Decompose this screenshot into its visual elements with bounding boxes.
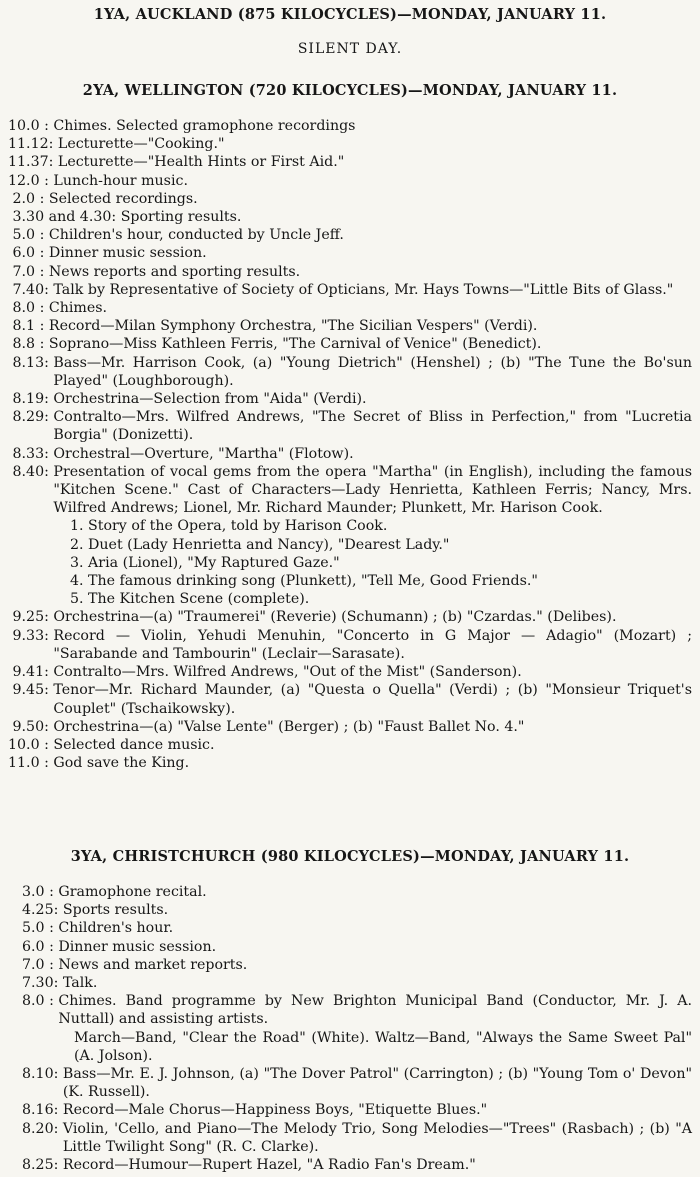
programme-entry [22,974,692,992]
programme-entry [8,627,692,663]
entry-time: 8.13 [8,354,45,371]
christchurch-heading: 3YA, CHRISTCHURCH (980 KILOCYCLES)—MONDAY, JANUARY 11. [70,848,630,865]
entry-separator: : [44,391,54,408]
wellington-heading: 2YA, WELLINGTON (720 KILOCYCLES)—MONDAY, JANUARY 11. [82,82,618,99]
entry-text: God save the King. [53,755,190,772]
entry-text: Orchestrina—(a) "Valse Lente" (Berger) ; (b) "Faust Ballet No. 4." [53,718,525,735]
entry-separator: : [53,1102,63,1119]
entry-time: 8.25 [22,1157,54,1174]
entry-separator: : [35,263,49,280]
martha-item: 3. Aria (Lionel), "My Raptured Gaze." [70,554,340,571]
entry-time: 8.40 [8,463,45,480]
entry-text: News reports and sporting results. [48,263,301,280]
entry-time: 8.0 [22,993,45,1010]
march-waltz-text: March—Band, "Clear the Road" (White). Waltz—Band, "Always the Same Sweet Pal" (A. Jolson). [74,1029,692,1064]
programme-entry [8,263,692,281]
programme-entry [8,445,692,463]
entry-time: 8.10 [22,1066,54,1083]
entry-text: Talk. [62,975,98,992]
entry-time: 10.0 [8,118,40,134]
entry-separator: : [39,755,54,772]
martha-item: 4. The famous drinking song (Plunkett), "Tell Me, Good Friends." [70,573,538,590]
entry-text: Selected recordings. [48,190,198,207]
entry-time: 7.0 [22,956,45,973]
entry-separator: : [44,993,59,1010]
entry-separator: : [48,154,58,171]
entry-separator: : [44,409,54,426]
entry-separator: : [35,300,49,317]
programme-entry [8,117,692,135]
programme-entry [8,608,692,626]
entry-text: Lecturette—"Cooking." [57,136,225,153]
entry-separator: : [35,336,49,353]
programme-entry [22,919,692,937]
entry-time: 9.45 [8,682,45,699]
entry-text: Chimes. [48,300,108,317]
entry-time: 7.40 [8,281,45,298]
entry-text: Dinner music session. [58,938,217,955]
entry-text: Children's hour, conducted by Uncle Jeff. [48,227,344,244]
entry-time: 2.0 [8,190,36,207]
programme-entry [8,718,692,736]
entry-text: Children's hour. [58,920,174,937]
programme-entry [8,153,692,171]
programme-entry [8,663,692,681]
entry-separator: : [39,172,54,189]
entry-text: Lecturette—"Health Hints or First Aid." [57,154,345,171]
entry-separator: : [35,245,49,262]
programme-entry [22,938,692,956]
entry-separator: : [44,463,54,480]
entry-separator: : [111,209,121,226]
entry-time: 8.1 [8,318,36,335]
programme-entry [8,335,692,353]
entry-text: News and market reports. [58,956,248,973]
entry-text: Dinner music session. [48,245,207,262]
entry-text: Chimes. Band programme by New Brighton Municipal Band (Conductor, Mr. J. A. Nuttall) and assisting artists. [58,993,692,1028]
entry-time: 8.20 [22,1120,54,1137]
entry-separator: : [39,118,54,134]
entry-separator: : [35,227,49,244]
entry-text: Contralto—Mrs. Wilfred Andrews, "The Secret of Bliss in Perfection," from "Lucretia Borgia" (Donizetti). [53,409,692,444]
entry-time: 5.0 [22,920,45,937]
programme-entry [22,1101,692,1119]
programme-entry [22,992,692,1028]
entry-separator: : [44,884,59,900]
entry-time: 3.30 and 4.30 [8,209,112,226]
entry-separator: : [53,975,63,992]
christchurch-programme [22,883,692,1174]
entry-text: Sports results. [62,902,169,919]
entry-separator: : [44,938,59,955]
entry-text: Soprano—Miss Kathleen Ferris, "The Carnival of Venice" (Benedict). [48,336,542,353]
entry-text: Violin, 'Cello, and Piano—The Melody Trio, Song Melodies—"Trees" (Rasbach) ; (b) "A Little Twilight Song" (R. C. Clarke). [62,1120,692,1155]
programme-entry [8,354,692,390]
entry-time: 8.19 [8,391,45,408]
programme-entry [22,956,692,974]
entry-separator: : [44,920,59,937]
entry-time: 6.0 [8,245,36,262]
entry-text: Contralto—Mrs. Wilfred Andrews, "Out of the Mist" (Sanderson). [53,664,522,681]
entry-text: Presentation of vocal gems from the opera "Martha" (in English), including the famous "Kitchen Scene." Cast of Characters—Lady Henrietta, Kathleen Ferris; Nancy, Mrs. Wilfred Andrews; Lionel, Mr. Richard Maunder; Plunkett, Mr. Harison Cook. [53,463,692,517]
entry-text: Record—Male Chorus—Happiness Boys, "Etiquette Blues." [62,1102,488,1119]
martha-item: 5. The Kitchen Scene (complete). [70,591,310,608]
entry-text: Record—Humour—Rupert Hazel, "A Radio Fan's Dream." [62,1157,476,1174]
entry-time: 8.33 [8,445,45,462]
entry-text: Record — Violin, Yehudi Menuhin, "Concerto in G Major — Adagio" (Mozart) ; "Sarabande and Tambourin" (Leclair—Sarasate). [53,627,692,662]
programme-entry [8,299,692,317]
entry-time: 8.29 [8,409,45,426]
programme-entry [22,901,692,919]
entry-separator: : [53,1066,63,1083]
entry-time: 8.8 [8,336,36,353]
entry-text: Bass—Mr. Harrison Cook, (a) "Young Dietrich" (Henshel) ; (b) "The Tune the Bo'sun Played" (Loughborough). [53,354,692,389]
programme-entry [8,208,692,226]
entry-time: 6.0 [22,938,45,955]
martha-item: 2. Duet (Lady Henrietta and Nancy), "Dearest Lady." [70,536,450,553]
entry-text: Bass—Mr. E. J. Johnson, (a) "The Dover Patrol" (Carrington) ; (b) "Young Tom o' Devon" (K. Russell). [62,1066,692,1101]
programme-entry [8,408,692,444]
entry-separator: : [39,736,54,753]
programme-entry [22,1156,692,1174]
entry-text: Chimes. Selected gramophone recordings [53,118,356,134]
entry-separator: : [44,682,54,699]
auckland-heading: 1YA, AUCKLAND (875 KILOCYCLES)—MONDAY, JANUARY 11. [93,6,607,23]
entry-text: Orchestral—Overture, "Martha" (Flotow). [53,445,354,462]
entry-separator: : [35,190,49,207]
entry-separator: : [44,281,54,298]
entry-time: 8.16 [22,1102,54,1119]
entry-time: 7.30 [22,975,54,992]
entry-time: 9.50 [8,718,45,735]
entry-time: 4.25 [22,902,54,919]
programme-entry [8,135,692,153]
entry-separator: : [53,902,63,919]
entry-time: 7.0 [8,263,36,280]
entry-text: Orchestrina—(a) "Traumerei" (Reverie) (Schumann) ; (b) "Czardas." (Delibes). [53,609,617,626]
programme-entry [8,190,692,208]
entry-separator: : [44,354,54,371]
entry-time: 11.12 [8,136,49,153]
entry-time: 9.41 [8,664,45,681]
entry-separator: : [44,627,54,644]
programme-entry [8,390,692,408]
entry-text: Orchestrina—Selection from "Aida" (Verdi). [53,391,367,408]
programme-entry [8,226,692,244]
entry-separator: : [44,609,54,626]
entry-text: Selected dance music. [53,736,215,753]
entry-time: 11.37 [8,154,49,171]
silent-day-note: SILENT DAY. [297,41,403,57]
entry-time: 9.25 [8,609,45,626]
entry-separator: : [53,1157,63,1174]
entry-text: Record—Milan Symphony Orchestra, "The Sicilian Vespers" (Verdi). [48,318,538,335]
entry-time: 9.33 [8,627,45,644]
entry-separator: : [44,718,54,735]
entry-separator: : [44,445,54,462]
programme-entry [8,463,692,518]
entry-separator: : [44,956,59,973]
entry-time: 10.0 [8,736,40,753]
programme-entry [8,754,692,772]
programme-entry [8,244,692,262]
entry-text: Lunch-hour music. [53,172,188,189]
entry-text: Talk by Representative of Society of Opticians, Mr. Hays Towns—"Little Bits of Glass." [53,281,674,298]
entry-time: 3.0 [22,884,45,900]
entry-time: 12.0 [8,172,40,189]
entry-text: Sporting results. [120,209,242,226]
martha-item: 1. Story of the Opera, told by Harison Cook. [70,518,388,535]
programme-entry [8,281,692,299]
entry-time: 8.0 [8,300,36,317]
entry-separator: : [44,664,54,681]
programme-entry [8,736,692,754]
entry-time: 5.0 [8,227,36,244]
programme-entry [8,172,692,190]
entry-separator: : [53,1120,63,1137]
entry-text: Tenor—Mr. Richard Maunder, (a) "Questa o Quella" (Verdi) ; (b) "Monsieur Triquet's Couplet" (Tschaikowsky). [53,682,692,717]
programme-entry [8,681,692,717]
programme-entry [8,317,692,335]
entry-text: Gramophone recital. [58,884,207,900]
programme-entry [22,1120,692,1156]
entry-time: 11.0 [8,755,40,772]
entry-separator: : [35,318,49,335]
wellington-programme [8,117,692,772]
march-waltz-line [22,1029,692,1065]
programme-entry [22,1065,692,1101]
entry-separator: : [48,136,58,153]
programme-entry [22,883,692,901]
